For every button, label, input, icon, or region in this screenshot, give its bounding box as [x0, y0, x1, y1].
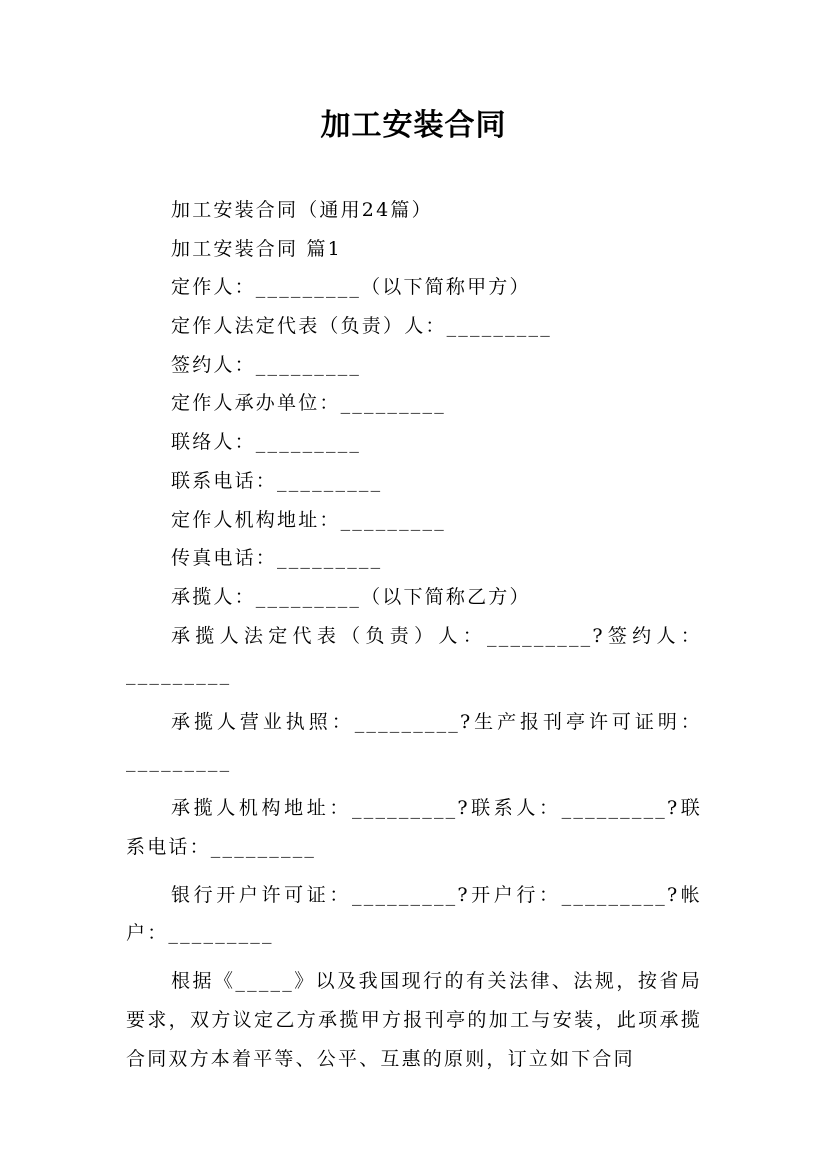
field-orderer-address: 定作人机构地址：_________ — [171, 508, 446, 531]
field-orderer-contact: 联络人：_________ — [171, 431, 362, 454]
field-orderer-unit: 定作人承办单位：_________ — [171, 392, 446, 415]
document-body — [126, 191, 702, 1078]
field-contractor: 承揽人：_________（以下简称乙方） — [171, 585, 531, 608]
paragraph-preamble: 根据《_____》以及我国现行的有关法律、法规，按省局要求，双方议定乙方承揽甲方报刊亭的加工与安装，此项承揽合同双方本着平等、公平、互惠的原则，订立如下合同 — [126, 970, 702, 1070]
field-orderer: 定作人：_________（以下简称甲方） — [171, 276, 531, 299]
field-orderer-signatory: 签约人：_________ — [171, 353, 362, 376]
contract-heading: 加工安装合同（通用24篇） — [171, 199, 433, 221]
paragraph-bank-info: 银行开户许可证：_________?开户行：_________?帐户：_________ — [126, 883, 702, 945]
paragraph-contractor-legal-rep: 承揽人法定代表（负责）人：_________?签约人：_________ — [126, 624, 702, 686]
article-heading: 加工安装合同 篇1 — [171, 237, 342, 260]
field-orderer-fax: 传真电话：_________ — [171, 547, 383, 570]
paragraph-contractor-address: 承揽人机构地址：_________?联系人：_________?联系电话：_________ — [126, 797, 702, 859]
field-orderer-phone: 联系电话：_________ — [171, 469, 383, 492]
field-orderer-legal-rep: 定作人法定代表（负责）人：_________ — [171, 315, 552, 338]
document-title: 加工安装合同 — [320, 108, 507, 143]
paragraph-contractor-license: 承揽人营业执照：_________?生产报刊亭许可证明：_________ — [126, 710, 702, 772]
